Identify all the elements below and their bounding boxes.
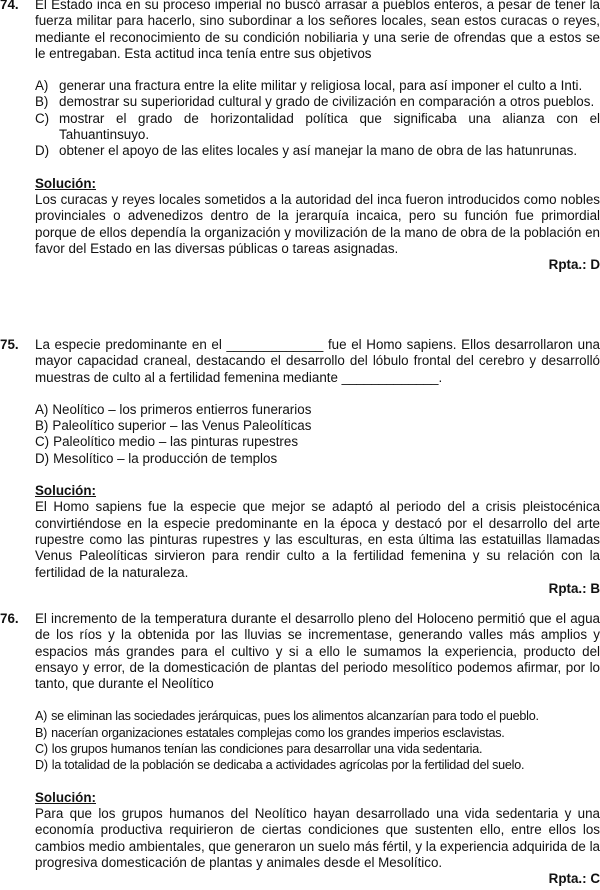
- solution-text: Los curacas y reyes locales sometidos a la autoridad del inca fueron introducidos como nobles provinciales o advenedizos dentro de la jerarquía incaica, pero su función fue primordial porque de ellos dependía la organización y movilización de la mano de obra de la población en favor del Estado en las diversas públicas o tareas asignadas.: [35, 191, 600, 256]
- solution-heading: Solución:: [35, 483, 97, 499]
- question-75: [0, 337, 600, 597]
- question-body: [35, 0, 600, 273]
- answer-label: Rpta.: B: [548, 580, 600, 596]
- option-d[interactable]: [35, 143, 600, 159]
- option-a[interactable]: [35, 708, 600, 724]
- option-letter: B): [35, 418, 49, 434]
- options-list: [35, 708, 600, 773]
- option-letter: A): [35, 78, 49, 94]
- option-text: generar una fractura entre la elite militar y religiosa local, para así imponer el culto a Inti.: [59, 78, 583, 94]
- option-letter: D): [35, 758, 48, 773]
- option-text: mostrar el grado de horizontalidad política que significaba una alianza con el Tahuantinsuyo.: [59, 110, 600, 143]
- question-stem: La especie predominante en el _____________ fue el Homo sapiens. Ellos desarrollaron una mayor capacidad craneal, destacando el desarrollo del lóbulo frontal del cerebro y desarrolló muestras de culto al a fertilidad femenina mediante _____________.: [35, 337, 600, 385]
- option-text: Paleolítico superior – las Venus Paleolíticas: [52, 418, 312, 434]
- question-stem: El Estado inca en su proceso imperial no buscó arrasar a pueblos enteros, a pesar de tener la fuerza militar para hacerlo, sino subordinar a los señores locales, sean estos curacas o reyes, mediante el reconocimiento de su condición nobiliaria y una serie de ofrendas que a estos se le entregaban. Esta actitud inca tenía entre sus objetivos: [35, 0, 600, 61]
- option-text: se eliminan las sociedades jerárquicas, pues los alimentos alcanzarían para todo el pueblo.: [51, 709, 539, 724]
- option-a[interactable]: [35, 402, 600, 418]
- option-letter: C): [35, 742, 48, 757]
- solution-heading: Solución:: [35, 789, 97, 805]
- option-c[interactable]: [35, 111, 600, 144]
- option-b[interactable]: [35, 94, 600, 110]
- option-letter: C): [35, 110, 50, 126]
- question-74: [0, 0, 600, 273]
- option-text: demostrar su superioridad cultural y grado de civilización en comparación a otros pueblos.: [59, 94, 595, 110]
- question-number: 76.: [0, 611, 19, 626]
- option-letter: D): [35, 143, 50, 159]
- option-text: los grupos humanos tenían las condiciones para desarrollar una vida sedentaria.: [51, 742, 483, 757]
- question-number: 75.: [0, 337, 19, 352]
- option-text: la totalidad de la población se dedicaba a actividades agrícolas por la fertilidad del suelo.: [51, 758, 525, 773]
- question-body: [35, 611, 600, 887]
- options-list: [35, 402, 600, 467]
- solution-label: Solución: [35, 789, 92, 805]
- option-b[interactable]: [35, 418, 600, 434]
- option-c[interactable]: [35, 741, 600, 757]
- solution-label: Solución: [35, 483, 92, 499]
- question-stem: El incremento de la temperatura durante el desarrollo pleno del Holoceno permitió que el agua de los ríos y la obtenida por las lluvias se incrementase, generando valles más amplios y espacios más grandes para el cultivo y si a ello le sumamos la experiencia, producto del ensayo y error, de la domesticación de plantas del periodo mesolítico podemos afirmar, por lo tanto, que durante el Neolítico: [35, 611, 600, 692]
- question-76: [0, 611, 600, 887]
- answer-label: Rpta.: C: [548, 871, 600, 887]
- solution-heading: Solución:: [35, 175, 97, 191]
- option-letter: C): [35, 434, 50, 450]
- option-c[interactable]: [35, 434, 600, 450]
- option-letter: B): [35, 725, 48, 740]
- options-list: [35, 78, 600, 159]
- option-letter: A): [35, 709, 48, 724]
- solution-text: Para que los grupos humanos del Neolítico hayan desarrollado una vida sedentaria y una economía productiva requirieron de ciertas condiciones que sustenten ello, entre ellos los cambios medio ambientales, que generaron un suelo más fértil, y la experiencia adquirida de la progresiva domesticación de plantas y animales desde el Mesolítico.: [35, 805, 600, 870]
- option-d[interactable]: [35, 451, 600, 467]
- question-body: [35, 337, 600, 597]
- answer-label: Rpta.: D: [548, 257, 600, 273]
- option-text: Mesolítico – la producción de templos: [53, 450, 278, 466]
- option-d[interactable]: [35, 757, 600, 773]
- option-letter: B): [35, 94, 49, 110]
- option-text: obtener el apoyo de las elites locales y así manejar la mano de obra de las hatunrunas.: [59, 143, 578, 159]
- option-letter: D): [35, 450, 50, 466]
- option-letter: A): [35, 401, 49, 417]
- option-text: Neolítico – los primeros entierros funerarios: [52, 401, 312, 417]
- option-text: nacerían organizaciones estatales complejas como los grandes imperios esclavistas.: [51, 725, 505, 740]
- solution-label: Solución: [35, 175, 92, 191]
- option-a[interactable]: [35, 78, 600, 94]
- option-b[interactable]: [35, 725, 600, 741]
- solution-text: El Homo sapiens fue la especie que mejor se adaptó al periodo del a crisis pleistocénica convirtiéndose en la especie predominante en la época y destacó por el desarrollo del arte rupestre como las pinturas rupestres y las esculturas, en esta última las estatuillas llamadas Venus Paleolíticas sirvieron para rendir culto a la fertilidad femenina y su relación con la fertilidad de la naturaleza.: [35, 499, 600, 580]
- question-number: 74.: [0, 0, 19, 12]
- option-text: Paleolítico medio – las pinturas rupestres: [53, 434, 299, 450]
